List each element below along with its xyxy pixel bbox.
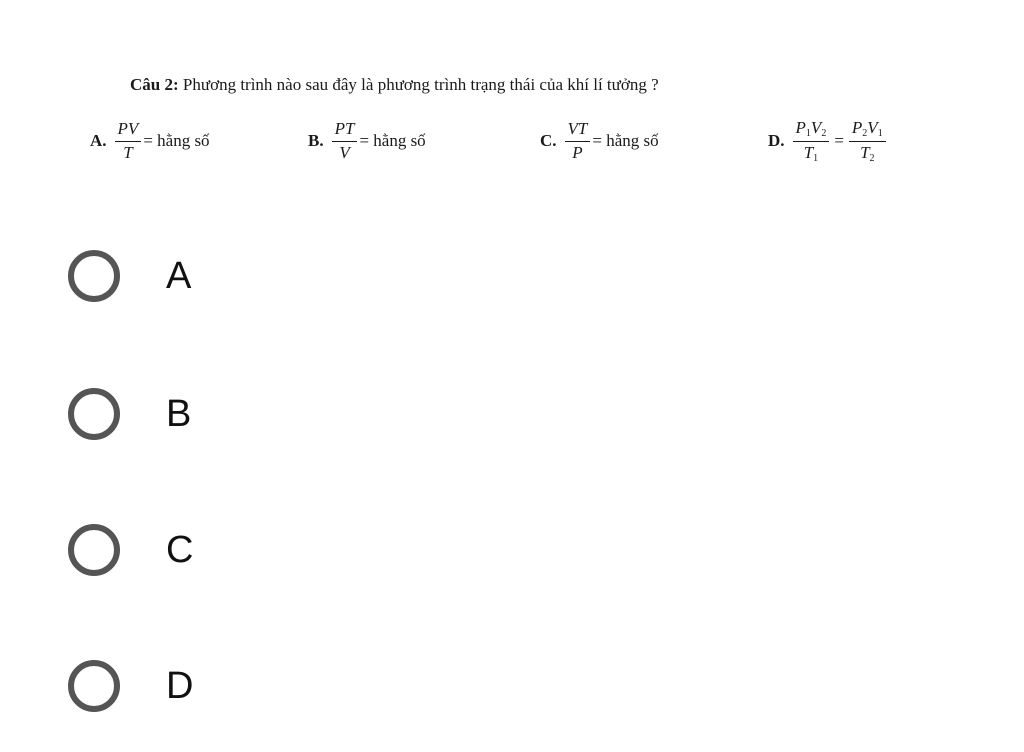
option-c-letter: C. (540, 131, 557, 150)
option-d-lhs-denominator: $T_1$ (803, 142, 819, 164)
answer-label-c: C (166, 528, 194, 571)
radio-button-a[interactable] (68, 250, 120, 302)
question-image (0, 0, 1024, 200)
option-a-rest: = hằng số (143, 131, 210, 150)
option-a-letter: A. (90, 131, 107, 150)
answer-option-b[interactable] (60, 374, 460, 454)
option-b-letter: B. (308, 131, 324, 150)
option-c-denominator: P (572, 142, 583, 162)
option-d-letter: D. (768, 131, 785, 150)
option-c-formula (540, 106, 659, 176)
option-d-rhs-numerator: $P_2V_1$ (849, 119, 886, 142)
answer-option-d[interactable] (60, 646, 460, 726)
option-d-rhs-denominator: $T_2$ (860, 142, 875, 164)
radio-button-b[interactable] (68, 388, 120, 440)
option-d-equals: = (834, 131, 844, 150)
answer-option-c[interactable] (60, 510, 460, 590)
option-b-fraction (332, 120, 358, 162)
question-body: Phương trình nào sau đây là phương trình trạng thái của khí lí tưởng ? (178, 75, 659, 94)
option-b-denominator: V (339, 142, 350, 162)
question-number: Câu 2: (130, 75, 179, 94)
option-d-rhs-fraction (849, 119, 886, 164)
radio-button-c[interactable] (68, 524, 120, 576)
option-b-rest: = hằng số (359, 131, 426, 150)
option-c-numerator: VT (565, 120, 591, 142)
option-d-lhs-fraction (793, 119, 830, 164)
option-a-formula (90, 106, 210, 176)
option-d-lhs-numerator: $P_1V_2$ (793, 119, 830, 142)
option-d-formula (768, 106, 888, 176)
radio-button-d[interactable] (68, 660, 120, 712)
option-b-numerator: PT (332, 120, 358, 142)
answer-option-a[interactable] (60, 236, 460, 316)
option-a-numerator: PV (115, 120, 142, 142)
answer-label-d: D (166, 664, 194, 707)
option-c-rest: = hằng số (592, 131, 659, 150)
question-text (130, 75, 659, 95)
option-a-fraction (115, 120, 142, 162)
option-c-fraction (565, 120, 591, 162)
answer-label-a: A (166, 254, 192, 297)
option-a-denominator: T (123, 142, 133, 162)
answer-label-b: B (166, 392, 192, 435)
option-b-formula (308, 106, 426, 176)
